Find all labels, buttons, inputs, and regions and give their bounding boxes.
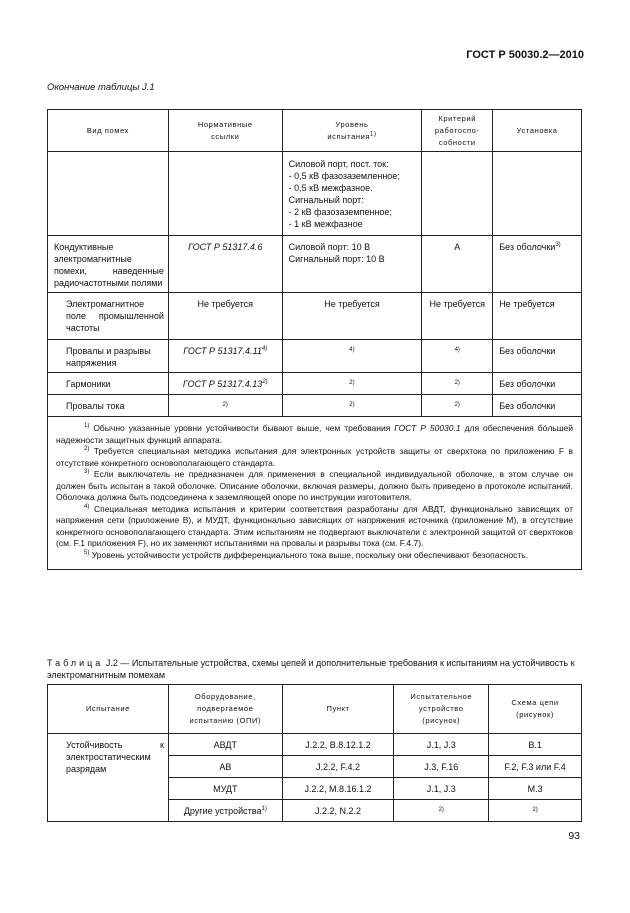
test-cell: Устойчивость к электростатическим разрядам [48,734,169,822]
disturbance-cell: Провалы тока [48,395,169,417]
reference-cell: Не требуется [168,293,282,340]
device-cell: Другие устройства$^{1)}$ [168,800,282,822]
table-caption: Таблица J.2 — Испытательные устройства, схемы цепей и дополнительные требования к испытаниям на устойчивость к электромагнитным помехам [47,658,575,680]
circuit-cell: M.3 [489,778,582,800]
reference-cell: ГОСТ Р 51317.4.13$^{2)}$ [168,373,282,395]
apparatus-cell: J.1, J.3 [394,734,489,756]
reference-cell: 2) [168,395,282,417]
header-cell: Вид помех [48,110,169,152]
header-cell: Испытательное устройство (рисунок) [394,685,489,734]
circuit-cell: B.1 [489,734,582,756]
header-cell: Уровень испытания$^{1)}$ [282,110,422,152]
table-row [48,395,582,417]
note-5: $^{5)}$ Уровень устойчивости устройств дифференциального тока выше, поскольку они обеспечивают безопасность. [84,549,529,560]
clause-cell: J.2.2, M.8.16.1.2 [282,778,394,800]
test-level-cell: Не требуется [282,293,422,340]
reference-cell: ГОСТ Р 51317.4.11$^{4)}$ [168,340,282,373]
circuit-cell: F.2, F.3 или F.4 [489,756,582,778]
table-row [48,734,582,756]
header-cell: Испытание [48,685,169,734]
table-j1 [47,109,582,570]
criterion-cell: А [422,236,493,293]
header-cell: Установка [493,110,582,152]
table-caption: Окончание таблицы J.1 [47,82,155,93]
test-level-cell: 4) [282,340,422,373]
criterion-cell: Не требуется [422,293,493,340]
header-cell: Пункт [282,685,394,734]
test-level-cell: 2) [282,373,422,395]
installation-cell: Не требуется [493,293,582,340]
table-row [48,373,582,395]
page-number: 93 [568,830,580,842]
table-row [48,293,582,340]
note-1: $^{1)}$ Обычно указанные уровни устойчивости бывают выше, чем требования ГОСТ Р 50030.1 для обеспечения бóльшей надежности защитных функций аппарата. [56,423,573,445]
disturbance-cell: Кондуктивные электромагнитные помехи, наведенные радиочастотными полями [48,236,169,293]
clause-cell: J.2.2, N.2.2 [282,800,394,822]
installation-cell: Без оболочки [493,340,582,373]
note-4: $^{4)}$ Специальная методика испытания и критерии соответствия разработаны для АВДТ, функционально зависящих от напряжения сети (приложение В), и МУДТ, функционально зависящих от напряжения источника (приложение М), в отсутствие конкретного основополагающего стандарта. Этим испытаниям не подвергают выключатели с электронной защитой от сверхтоков (см. F.1 приложения F), но их заменяют испытаниями на провалы и разрывы тока (см. F.4.7). [56,503,573,548]
disturbance-cell: Гармоники [48,373,169,395]
clause-cell: J.2.2, F.4.2 [282,756,394,778]
table-notes [48,417,582,570]
test-level-cell: 2) [282,395,422,417]
disturbance-cell: Электромагнитное поле промышленной частоты [48,293,169,340]
circuit-cell: 2) [489,800,582,822]
table-row [48,340,582,373]
installation-cell: Без оболочки$^{3)}$ [493,236,582,293]
clause-cell: J.2.2, B.8.12.1.2 [282,734,394,756]
test-level-cell: Силовой порт: 10 В Сигнальный порт: 10 В [282,236,422,293]
notes-row [48,417,582,570]
installation-cell: Без оболочки [493,395,582,417]
criterion-cell: 4) [422,340,493,373]
header-cell: Критерий работоспо-собности [422,110,493,152]
device-cell: АВ [168,756,282,778]
document-code: ГОСТ Р 50030.2—2010 [466,49,584,61]
device-cell: МУДТ [168,778,282,800]
installation-cell: Без оболочки [493,373,582,395]
apparatus-cell: 2) [394,800,489,822]
reference-cell: ГОСТ Р 51317.4.6 [168,236,282,293]
header-cell: Оборудование, подвергаемое испытанию (ОПИ) [168,685,282,734]
note-2: $^{2)}$ Требуется специальная методика испытания для электронных устройств защиты от сверхтока по приложению F в отсутствие конкретного основополагающего стандарта. [56,446,573,468]
disturbance-cell: Провалы и разрывы напряжения [48,340,169,373]
device-cell: АВДТ [168,734,282,756]
criterion-cell: 2) [422,373,493,395]
table-header-row [48,110,582,152]
header-cell: Схема цепи (рисунок) [489,685,582,734]
criterion-cell: 2) [422,395,493,417]
test-level-cell: Силовой порт, пост. ток: - 0,5 кВ фазозаземленное; - 0,5 кВ межфазное. Сигнальный порт: - 2 кВ фазозаземпенное; - 1 кВ межфазное [282,152,422,236]
apparatus-cell: J.1, J.3 [394,778,489,800]
table-header-row [48,685,582,734]
apparatus-cell: J.3, F.16 [394,756,489,778]
table-j2 [47,684,582,822]
note-3: $^{3)}$ Если выключатель не предназначен для применения в специальной индивидуальной оболочке, в этом случае он должен быть испытан в такой оболочке. Описание оболочки, включая размеры, должно быть приведено в протоколе испытаний. Оболочка должна быть подсоединена к заземляющей опоре по инструкции изготовителя. [56,469,573,502]
table-row [48,152,582,236]
table-row [48,236,582,293]
header-cell: Нормативные ссылки [168,110,282,152]
